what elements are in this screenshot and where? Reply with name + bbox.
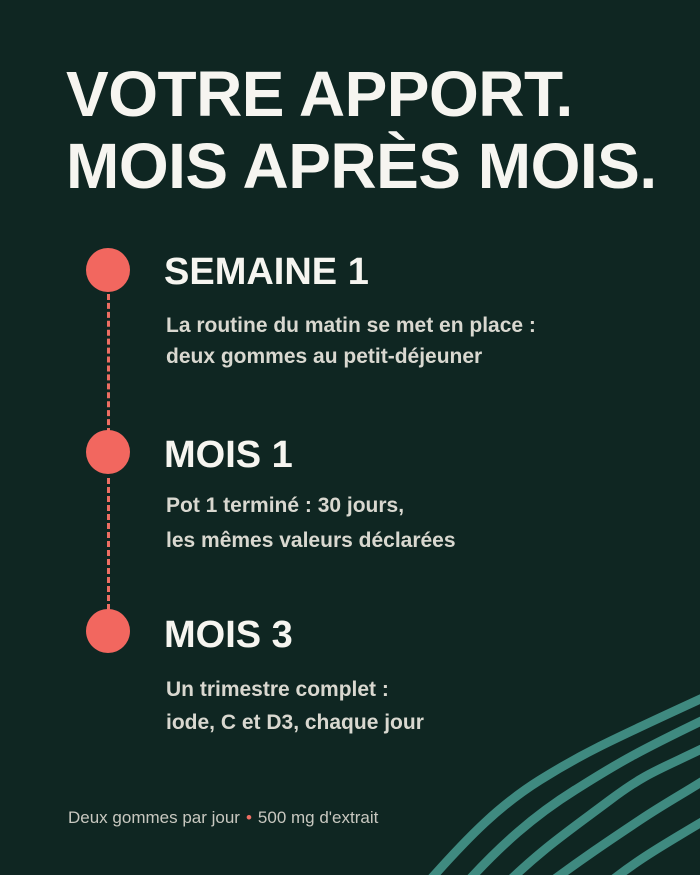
milestone-description-line: deux gommes au petit-déjeuner [166, 345, 483, 368]
milestone-description-line: iode, C et D3, chaque jour [166, 711, 424, 734]
footer-note [68, 806, 378, 830]
timeline-dot [86, 609, 130, 653]
timeline-connector [107, 294, 110, 434]
milestone-title: MOIS 3 [164, 614, 293, 656]
footer-dosage: Deux gommes par jour [68, 808, 240, 827]
wave-line [500, 740, 700, 875]
wave-line [540, 770, 700, 875]
milestone-description-line: Un trimestre complet : [166, 678, 389, 701]
footer-extract: 500 mg d'extrait [257, 808, 379, 827]
timeline-dot [86, 430, 130, 474]
headline-line-2: MOIS APRÈS MOIS. [66, 130, 657, 202]
wave-line [600, 812, 700, 875]
milestone-title: SEMAINE 1 [164, 251, 369, 293]
headline-line-1: VOTRE APPORT. [66, 58, 573, 130]
timeline-dot [86, 248, 130, 292]
wave-line [430, 690, 700, 875]
footer-separator: • [245, 808, 252, 827]
timeline-connector [107, 478, 110, 610]
headline [66, 58, 666, 202]
milestone-title: MOIS 1 [164, 434, 293, 476]
milestone-description-line: La routine du matin se met en place : [166, 314, 536, 337]
wave-line [460, 712, 700, 875]
milestone-description-line: les mêmes valeurs déclarées [166, 529, 456, 552]
milestone-description-line: Pot 1 terminé : 30 jours, [166, 494, 405, 517]
